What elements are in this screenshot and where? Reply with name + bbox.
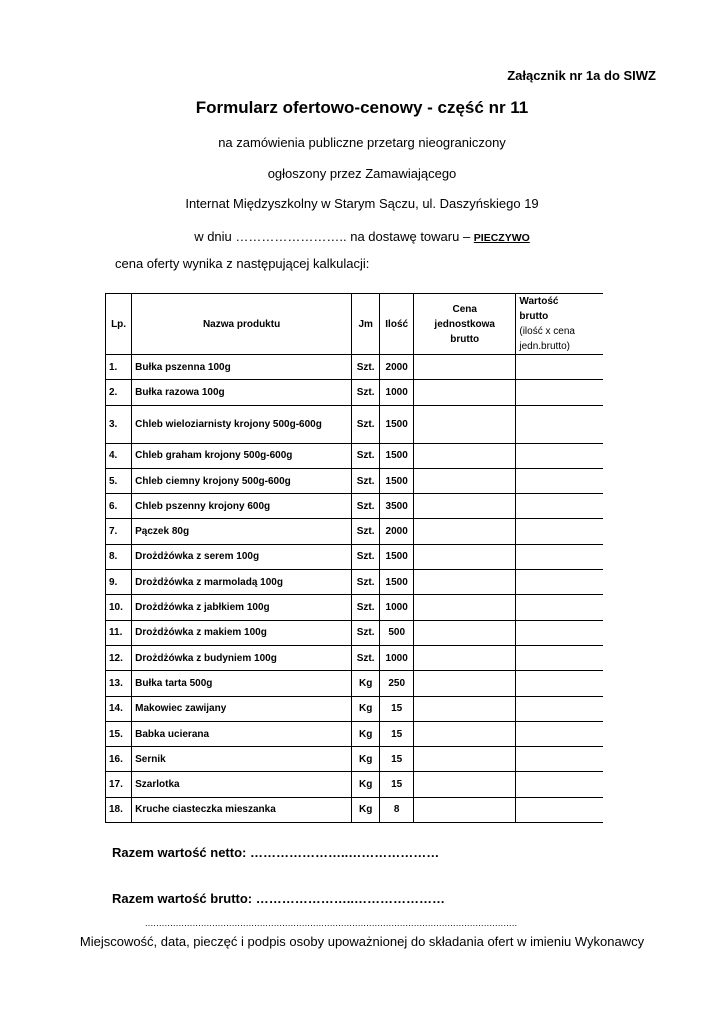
row-gross-value-cell[interactable] (516, 645, 603, 670)
row-quantity: 1000 (380, 380, 414, 405)
row-unit-price-cell[interactable] (414, 355, 516, 380)
header-value-line4: jedn.brutto) (519, 341, 570, 352)
row-unit-price-cell[interactable] (414, 380, 516, 405)
row-unit: Szt. (352, 595, 380, 620)
table-row (106, 468, 604, 493)
row-gross-value-cell[interactable] (516, 747, 603, 772)
row-quantity: 2000 (380, 355, 414, 380)
row-lp: 16. (106, 747, 132, 772)
row-unit-price-cell[interactable] (414, 595, 516, 620)
row-gross-value-cell[interactable] (516, 772, 603, 797)
row-lp: 4. (106, 443, 132, 468)
table-row (106, 747, 604, 772)
row-unit-price-cell[interactable] (414, 747, 516, 772)
row-quantity: 250 (380, 671, 414, 696)
row-lp: 2. (106, 380, 132, 405)
row-gross-value-cell[interactable] (516, 721, 603, 746)
row-unit-price-cell[interactable] (414, 721, 516, 746)
offer-table (105, 293, 603, 823)
row-quantity: 15 (380, 696, 414, 721)
row-gross-value-cell[interactable] (516, 696, 603, 721)
row-product-name: Chleb ciemny krojony 500g-600g (132, 468, 352, 493)
row-gross-value-cell[interactable] (516, 544, 603, 569)
row-quantity: 1500 (380, 443, 414, 468)
procedure-line: na zamówienia publiczne przetarg nieograniczony (218, 135, 506, 150)
row-quantity: 1000 (380, 645, 414, 670)
header-name: Nazwa produktu (132, 294, 352, 355)
row-unit: Szt. (352, 355, 380, 380)
row-quantity: 1500 (380, 570, 414, 595)
row-unit: Szt. (352, 620, 380, 645)
header-value-line3: (ilość x cena (519, 326, 575, 337)
row-quantity: 1000 (380, 595, 414, 620)
row-lp: 11. (106, 620, 132, 645)
row-product-name: Drożdżówka z marmoladą 100g (132, 570, 352, 595)
net-total: Razem wartość netto: …………………..………………… (112, 845, 440, 860)
row-quantity: 15 (380, 772, 414, 797)
table-row (106, 519, 604, 544)
row-lp: 8. (106, 544, 132, 569)
gross-total: Razem wartość brutto: …………………..………………… (112, 891, 445, 906)
row-gross-value-cell[interactable] (516, 519, 603, 544)
row-quantity: 2000 (380, 519, 414, 544)
row-lp: 1. (106, 355, 132, 380)
row-unit: Szt. (352, 405, 380, 443)
row-lp: 5. (106, 468, 132, 493)
row-lp: 9. (106, 570, 132, 595)
row-product-name: Bułka pszenna 100g (132, 355, 352, 380)
row-unit: Szt. (352, 519, 380, 544)
row-gross-value-cell[interactable] (516, 620, 603, 645)
table-row (106, 380, 604, 405)
row-unit: Szt. (352, 570, 380, 595)
calculation-note: cena oferty wynika z następującej kalkulacji: (115, 256, 370, 271)
table-row (106, 443, 604, 468)
signature-caption: Miejscowość, data, pieczęć i podpis osoby upoważnionej do składania ofert w imieniu Wykonawcy (79, 934, 645, 949)
row-unit: Szt. (352, 645, 380, 670)
row-product-name: Drożdżówka z budyniem 100g (132, 645, 352, 670)
row-product-name: Szarlotka (132, 772, 352, 797)
table-row (106, 570, 604, 595)
row-unit: Szt. (352, 380, 380, 405)
row-gross-value-cell[interactable] (516, 468, 603, 493)
row-unit-price-cell[interactable] (414, 772, 516, 797)
row-unit: Szt. (352, 494, 380, 519)
row-lp: 14. (106, 696, 132, 721)
row-lp: 3. (106, 405, 132, 443)
goods-type: PIECZYWO (473, 232, 530, 244)
row-lp: 15. (106, 721, 132, 746)
header-value-line1: Wartość (519, 296, 559, 307)
row-product-name: Bułka razowa 100g (132, 380, 352, 405)
row-unit: Kg (352, 772, 380, 797)
table-row (106, 595, 604, 620)
table-row (106, 671, 604, 696)
row-unit-price-cell[interactable] (414, 519, 516, 544)
row-unit-price-cell[interactable] (414, 620, 516, 645)
row-lp: 17. (106, 772, 132, 797)
row-product-name: Pączek 80g (132, 519, 352, 544)
row-unit: Kg (352, 797, 380, 822)
row-quantity: 15 (380, 747, 414, 772)
row-lp: 12. (106, 645, 132, 670)
header-gross-value (516, 294, 603, 355)
row-product-name: Chleb pszenny krojony 600g (132, 494, 352, 519)
table-row (106, 620, 604, 645)
row-unit-price-cell[interactable] (414, 797, 516, 822)
table-row (106, 696, 604, 721)
row-quantity: 1500 (380, 468, 414, 493)
header-qty: Ilość (380, 294, 414, 355)
row-unit: Szt. (352, 468, 380, 493)
row-unit-price-cell[interactable] (414, 405, 516, 443)
row-unit: Szt. (352, 544, 380, 569)
row-product-name: Makowiec zawijany (132, 696, 352, 721)
row-unit-price-cell[interactable] (414, 671, 516, 696)
header-unit-price (414, 294, 516, 355)
row-product-name: Drożdżówka z jabłkiem 100g (132, 595, 352, 620)
row-unit-price-cell[interactable] (414, 443, 516, 468)
row-unit: Kg (352, 696, 380, 721)
table-row (106, 645, 604, 670)
row-unit: Kg (352, 721, 380, 746)
table-row (106, 405, 604, 443)
row-product-name: Chleb graham krojony 500g-600g (132, 443, 352, 468)
row-product-name: Drożdżówka z serem 100g (132, 544, 352, 569)
header-value-line2: brutto (519, 311, 549, 322)
row-unit-price-cell[interactable] (414, 468, 516, 493)
page-title: Formularz ofertowo-cenowy - część nr 11 (195, 98, 529, 117)
row-unit-price-cell[interactable] (414, 645, 516, 670)
row-gross-value-cell[interactable] (516, 595, 603, 620)
row-gross-value-cell[interactable] (516, 405, 603, 443)
table-row (106, 772, 604, 797)
row-product-name: Drożdżówka z makiem 100g (132, 620, 352, 645)
row-unit-price-cell[interactable] (414, 544, 516, 569)
row-gross-value-cell[interactable] (516, 570, 603, 595)
date-line-prefix: w dniu …………………….. na dostawę towaru – (194, 229, 474, 244)
row-product-name: Babka ucierana (132, 721, 352, 746)
row-product-name: Kruche ciasteczka mieszanka (132, 797, 352, 822)
table-row (106, 355, 604, 380)
table-row (106, 797, 604, 822)
row-product-name: Sernik (132, 747, 352, 772)
row-quantity: 15 (380, 721, 414, 746)
table-row (106, 494, 604, 519)
header-price-line3: brutto (450, 333, 480, 345)
row-lp: 13. (106, 671, 132, 696)
row-lp: 18. (106, 797, 132, 822)
announcer-line: ogłoszony przez Zamawiającego (267, 166, 457, 181)
row-product-name: Chleb wieloziarnisty krojony 500g-600g (132, 405, 352, 443)
row-gross-value-cell[interactable] (516, 797, 603, 822)
row-unit: Szt. (352, 443, 380, 468)
row-gross-value-cell[interactable] (516, 443, 603, 468)
row-unit-price-cell[interactable] (414, 696, 516, 721)
row-lp: 6. (106, 494, 132, 519)
row-quantity: 8 (380, 797, 414, 822)
row-quantity: 500 (380, 620, 414, 645)
table-row (106, 721, 604, 746)
header-price-line2: jednostkowa (434, 318, 495, 330)
date-line (0, 229, 724, 244)
row-quantity: 3500 (380, 494, 414, 519)
address-line: Internat Międzyszkolny w Starym Sączu, ul. Daszyńskiego 19 (185, 196, 539, 211)
header-unit: Jm (352, 294, 380, 355)
row-unit-price-cell[interactable] (414, 570, 516, 595)
row-gross-value-cell[interactable] (516, 671, 603, 696)
row-unit-price-cell[interactable] (414, 494, 516, 519)
table-header-row (106, 294, 604, 355)
table-row (106, 544, 604, 569)
row-quantity: 1500 (380, 544, 414, 569)
row-unit: Kg (352, 747, 380, 772)
row-gross-value-cell[interactable] (516, 494, 603, 519)
row-gross-value-cell[interactable] (516, 380, 603, 405)
row-gross-value-cell[interactable] (516, 355, 603, 380)
row-lp: 7. (106, 519, 132, 544)
row-quantity: 1500 (380, 405, 414, 443)
row-product-name: Bułka tarta 500g (132, 671, 352, 696)
row-lp: 10. (106, 595, 132, 620)
header-price-line1: Cena (452, 303, 477, 315)
annex-label: Załącznik nr 1a do SIWZ (507, 68, 656, 83)
row-unit: Kg (352, 671, 380, 696)
header-lp: Lp. (106, 294, 132, 355)
signature-dotted-line: ..................................................................................................................................... (145, 918, 518, 928)
